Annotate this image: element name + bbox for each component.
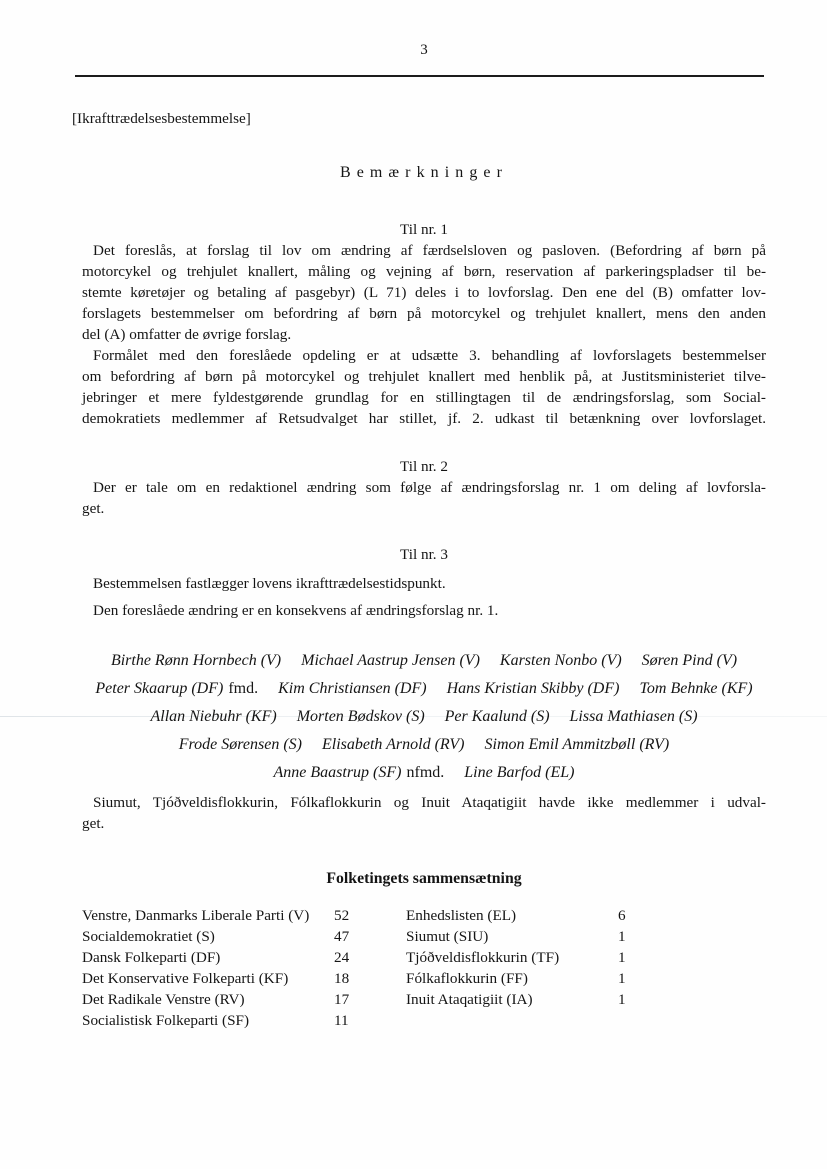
paragraph-line: Der er tale om en redaktionel ændring som følge af ændringsforslag nr. 1 om deling af lovforsla- — [93, 479, 766, 496]
remarks-heading: Bemærkninger — [339, 164, 509, 181]
party-row — [82, 926, 360, 947]
party-seats: 18 — [334, 970, 350, 987]
party-name: Det Radikale Venstre (RV) — [82, 991, 245, 1008]
party-name: Det Konservative Folkeparti (KF) — [82, 970, 289, 987]
signature-name: Søren Pind (V) — [641, 652, 738, 669]
paragraph-line: get. — [82, 500, 105, 517]
paragraph-line: om befordring af børn på motorcykel og trehjulet knallert med henblik på, at Justitsministeriet tilve- — [82, 368, 766, 385]
paragraph-line: get. — [82, 815, 105, 832]
composition-right-column — [406, 905, 638, 1031]
section-heading-til-nr-3: Til nr. 3 — [400, 546, 448, 563]
no-members-note — [82, 792, 766, 834]
signature-row — [82, 678, 766, 699]
party-row — [82, 989, 360, 1010]
signature-role: fmd. — [228, 680, 259, 697]
signature-name: Allan Niebuhr (KF) — [150, 708, 277, 725]
signature-name: Line Barfod (EL) — [464, 764, 575, 781]
signature-row — [82, 734, 766, 755]
paragraph-line: Siumut, Tjóðveldisflokkurin, Fólkaflokkurin og Inuit Ataqatigiit havde ikke medlemmer i udval- — [93, 794, 766, 811]
signature-block — [82, 650, 766, 783]
party-seats: 1 — [618, 970, 626, 987]
party-seats: 1 — [618, 928, 626, 945]
signature-name: Elisabeth Arnold (RV) — [321, 736, 465, 753]
signature-role: nfmd. — [406, 764, 445, 781]
paragraph-line: del (A) omfatter de øvrige forslag. — [82, 326, 292, 343]
party-name: Dansk Folkeparti (DF) — [82, 949, 221, 966]
paragraph — [82, 345, 766, 429]
paragraph-line: motorcykel og trehjulet knallert, måling og vejning af børn, reservation af parkeringspladser til be- — [82, 263, 766, 280]
paragraph — [82, 240, 766, 345]
party-seats: 52 — [334, 907, 350, 924]
signature-name: Hans Kristian Skibby (DF) — [446, 680, 620, 697]
signature-name: Peter Skaarup (DF) fmd. — [95, 680, 259, 697]
page-number: 3 — [420, 42, 428, 58]
signature-name: Birthe Rønn Hornbech (V) — [110, 652, 282, 669]
party-name: Inuit Ataqatigiit (IA) — [406, 991, 533, 1008]
party-seats: 11 — [334, 1012, 349, 1029]
section-heading-til-nr-1: Til nr. 1 — [400, 221, 448, 238]
paragraph — [82, 477, 766, 519]
signature-name: Morten Bødskov (S) — [296, 708, 425, 725]
party-name: Venstre, Danmarks Liberale Parti (V) — [82, 907, 310, 924]
party-seats: 24 — [334, 949, 350, 966]
party-row — [406, 947, 638, 968]
paragraph-line: forslagets bestemmelser om befordring af børn på motorcykel og trehjulet knallert, mens den anden — [82, 305, 766, 322]
party-name: Siumut (SIU) — [406, 928, 489, 945]
signature-name: Anne Baastrup (SF) nfmd. — [273, 764, 445, 781]
section-heading-til-nr-2: Til nr. 2 — [400, 458, 448, 475]
party-seats: 47 — [334, 928, 350, 945]
paragraph-line: Formålet med den foreslåede opdeling er at udsætte 3. behandling af lovforslagets bestemmelser — [93, 347, 766, 364]
party-row — [82, 968, 360, 989]
party-row — [406, 926, 638, 947]
composition-left-column — [82, 905, 360, 1031]
paragraph-line: Den foreslåede ændring er en konsekvens af ændringsforslag nr. 1. — [93, 602, 499, 619]
party-name: Tjóðveldisflokkurin (TF) — [406, 949, 560, 966]
signature-name: Tom Behnke (KF) — [639, 680, 753, 697]
signature-name: Per Kaalund (S) — [444, 708, 550, 725]
party-row — [406, 989, 638, 1010]
signature-name: Karsten Nonbo (V) — [499, 652, 622, 669]
party-seats: 1 — [618, 991, 626, 1008]
signature-row — [82, 650, 766, 671]
signature-name: Lissa Mathiasen (S) — [569, 708, 698, 725]
party-row — [82, 905, 360, 926]
party-name: Socialistisk Folkeparti (SF) — [82, 1012, 250, 1029]
party-row — [406, 968, 638, 989]
paragraph-line: stemte køretøjer og betaling af pasgebyr) (L 71) deles i to lovforslag. Den ene del (B) omfatter lov- — [82, 284, 766, 301]
party-row — [406, 905, 638, 926]
paragraph-line: demokratiets medlemmer af Retsudvalget har stillet, jf. 2. udkast til betænkning over lovforslaget. — [82, 410, 766, 427]
party-seats: 1 — [618, 949, 626, 966]
party-seats: 17 — [334, 991, 350, 1008]
party-name: Enhedslisten (EL) — [406, 907, 517, 924]
bracket-note: [Ikrafttrædelsesbestemmelse] — [72, 110, 251, 127]
paragraph — [82, 600, 766, 621]
signature-name: Frode Sørensen (S) — [178, 736, 302, 753]
paragraph-line: Bestemmelsen fastlægger lovens ikrafttrædelsestidspunkt. — [93, 575, 446, 592]
header-rule — [75, 75, 764, 77]
composition-table — [82, 905, 766, 1031]
party-seats: 6 — [618, 907, 626, 924]
party-name: Fólkaflokkurin (FF) — [406, 970, 528, 987]
document-body — [72, 108, 766, 1031]
party-row — [82, 947, 360, 968]
paragraph — [82, 573, 766, 594]
signature-row — [82, 706, 766, 727]
party-name: Socialdemokratiet (S) — [82, 928, 215, 945]
composition-title: Folketingets sammensætning — [326, 870, 522, 887]
party-row — [82, 1010, 360, 1031]
paragraph-line: jebringer et mere fyldestgørende grundlag for en stillingtagen til de ændringsforslag, som Social- — [82, 389, 766, 406]
signature-name: Simon Emil Ammitzbøll (RV) — [484, 736, 670, 753]
signature-row — [82, 762, 766, 783]
paragraph-line: Det foreslås, at forslag til lov om ændring af færdselsloven og pasloven. (Befordring af børn på — [93, 242, 766, 259]
signature-name: Michael Aastrup Jensen (V) — [301, 652, 480, 669]
signature-name: Kim Christiansen (DF) — [278, 680, 427, 697]
